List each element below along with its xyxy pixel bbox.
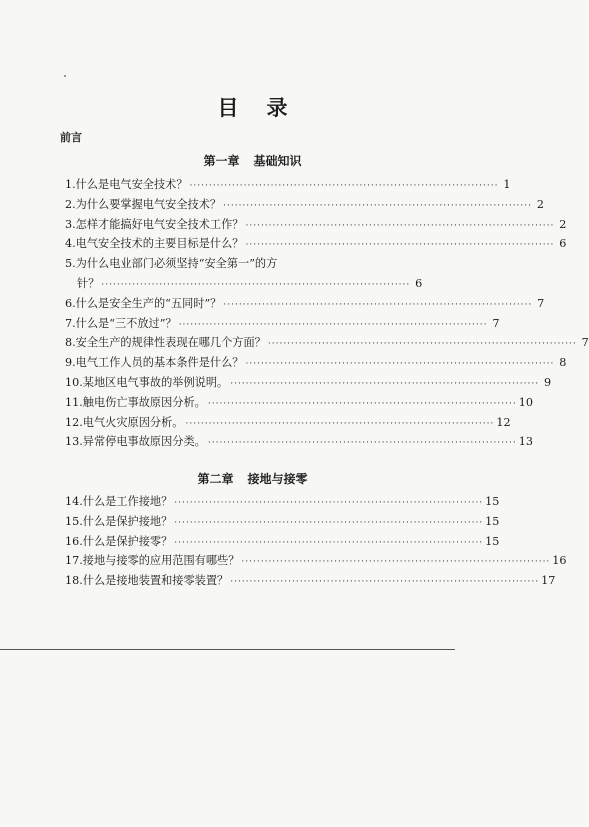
- toc-entry-title: 10.某地区电气事故的举例说明。: [65, 375, 229, 389]
- toc-entry-title: 5.为什么电业部门必须坚持“安全第一”的方: [65, 257, 278, 271]
- scan-speck: [64, 75, 66, 77]
- toc-leader-dots: ················································································: [223, 299, 533, 310]
- toc-page-number: 8: [559, 356, 567, 370]
- toc-entry[interactable]: [65, 275, 423, 295]
- toc-leader-dots: ················································································: [230, 577, 540, 588]
- toc-entry-title: 17.接地与接零的应用范围有哪些？: [65, 554, 240, 568]
- toc-page-number: 7: [537, 296, 545, 310]
- toc-entry-title: 15.什么是保护接地？: [65, 514, 173, 528]
- toc-entry-title: 8.安全生产的规律性表现在哪几个方面？: [65, 336, 266, 350]
- toc-entry[interactable]: [65, 433, 533, 453]
- toc-entry[interactable]: [65, 414, 511, 434]
- toc-entry-title: 4.电气安全技术的主要目标是什么？: [65, 237, 244, 251]
- toc-entry-title: 18.什么是接地装置和接零装置？: [65, 574, 229, 588]
- toc-entry[interactable]: [65, 255, 391, 275]
- toc-page-number: 10: [518, 395, 533, 409]
- toc-entry-title: 1.什么是电气安全技术？: [65, 178, 188, 191]
- toc-page-number: 1: [503, 178, 511, 191]
- toc-leader-dots: ················································································: [241, 557, 551, 568]
- toc-page-number: 7: [492, 316, 500, 330]
- chapter-1-number: 第一章: [203, 154, 240, 168]
- page-title: 目录: [217, 95, 316, 120]
- chapter-2-name: 接地与接零: [247, 472, 308, 486]
- toc-entry-title: 针？: [77, 276, 100, 290]
- toc-leader-dots: ················································································: [245, 359, 555, 370]
- toc-entry[interactable]: [65, 394, 533, 414]
- toc-entry-title: 16.什么是保护接零？: [65, 534, 173, 548]
- toc-entry[interactable]: [65, 295, 545, 315]
- toc-entry-title: 6.什么是安全生产的“五同时”？: [65, 296, 222, 310]
- toc-leader-dots: ················································································: [267, 339, 577, 350]
- toc-page-number: 15: [485, 495, 500, 508]
- toc-entry-title: 12.电气火灾原因分析。: [65, 415, 184, 429]
- toc-leader-dots: ················································································: [174, 537, 484, 548]
- toc-entry[interactable]: [65, 572, 556, 592]
- toc-entry[interactable]: [65, 493, 500, 513]
- chapter-2-number: 第二章: [197, 472, 234, 486]
- toc-page-number: 6: [415, 276, 423, 290]
- toc-leader-dots: ················································································: [101, 279, 411, 290]
- toc-entry[interactable]: [65, 315, 500, 335]
- toc-entry-title: 9.电气工作人员的基本条件是什么？: [65, 356, 244, 370]
- toc-leader-dots: ················································································: [245, 240, 555, 251]
- toc-leader-dots: ················································································: [223, 200, 532, 211]
- toc-entry-title: 13.异常停电事故原因分类。: [65, 435, 206, 449]
- toc-entry[interactable]: [65, 374, 552, 394]
- toc-leader-dots: ················································································: [174, 498, 484, 508]
- preface-entry[interactable]: 前言: [60, 131, 82, 144]
- toc-page-number: 6: [559, 237, 567, 251]
- toc-entry[interactable]: [65, 513, 500, 533]
- chapter-2-toc: [65, 493, 567, 592]
- toc-leader-dots: ················································································: [230, 378, 540, 389]
- toc-leader-dots: ················································································: [245, 220, 555, 231]
- toc-leader-dots: ················································································: [189, 181, 499, 191]
- toc-page-number: 15: [485, 514, 500, 528]
- toc-page-number: 13: [518, 435, 533, 449]
- toc-entry[interactable]: [65, 354, 567, 374]
- toc-entry[interactable]: [65, 334, 589, 354]
- toc-entry[interactable]: [65, 235, 567, 255]
- toc-page-number: 7: [581, 336, 589, 350]
- toc-page-number: 17: [541, 574, 556, 588]
- toc-entry[interactable]: [65, 196, 544, 216]
- toc-leader-dots: ················································································: [174, 517, 484, 528]
- toc-page-number: 15: [485, 534, 500, 548]
- chapter-2-heading: [0, 470, 505, 487]
- toc-page-number: 16: [552, 554, 567, 568]
- chapter-1-toc: [65, 176, 589, 453]
- toc-entry[interactable]: [65, 216, 567, 236]
- toc-entry[interactable]: [65, 176, 511, 196]
- toc-page-number: 2: [559, 217, 567, 231]
- toc-leader-dots: ················································································: [207, 398, 517, 409]
- toc-leader-dots: ················································································: [178, 319, 488, 330]
- page-divider: [0, 649, 455, 650]
- toc-entry-title: 3.怎样才能搞好电气安全技术工作？: [65, 217, 244, 231]
- toc-leader-dots: ················································································: [207, 438, 517, 449]
- toc-entry[interactable]: [65, 552, 567, 572]
- toc-leader-dots: ················································································: [185, 418, 495, 429]
- toc-entry-title: 11.触电伤亡事故原因分析。: [65, 395, 206, 409]
- chapter-1-name: 基础知识: [253, 154, 302, 168]
- toc-entry-title: 14.什么是工作接地？: [65, 495, 173, 508]
- toc-page-number: 9: [543, 375, 552, 389]
- toc-entry-title: 2.为什么要掌握电气安全技术？: [65, 197, 222, 211]
- toc-page-number: 2: [536, 197, 544, 211]
- chapter-1-heading: [0, 152, 505, 169]
- toc-page-number: 12: [496, 415, 511, 429]
- toc-entry-title: 7.什么是“三不放过”？: [65, 316, 177, 330]
- toc-entry[interactable]: [65, 533, 500, 553]
